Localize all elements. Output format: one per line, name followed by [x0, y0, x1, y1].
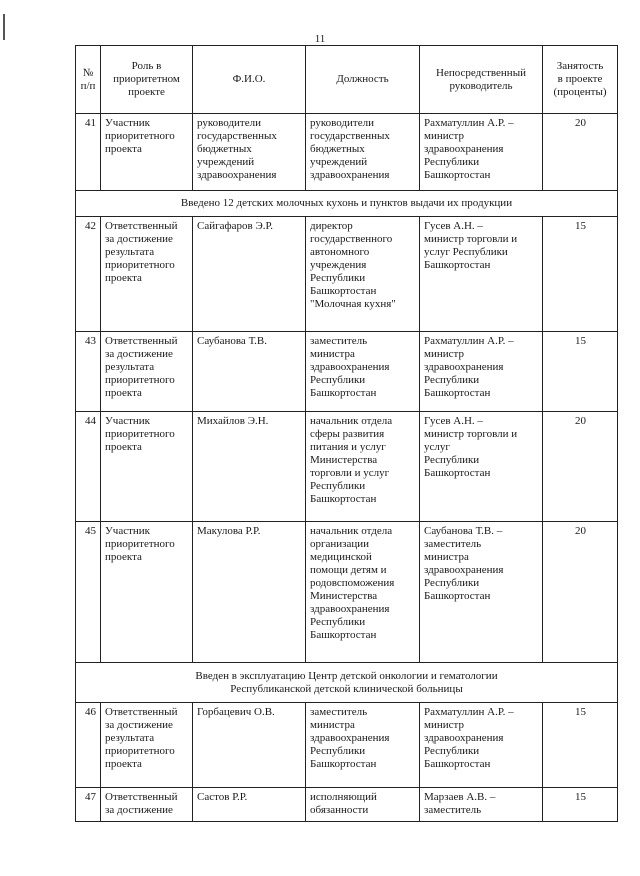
row-role: Ответственный за достижение результата приоритетного проекта — [101, 703, 193, 788]
row-position: руководители государственных бюджетных учреждений здравоохранения — [306, 114, 420, 191]
row-supervisor: Гусев А.Н. – министр торговли и услуг Республики Башкортостан — [420, 412, 543, 522]
table-row — [76, 522, 618, 663]
row-fio: Макулова Р.Р. — [193, 522, 306, 663]
row-fio: руководители государственных бюджетных учреждений здравоохранения — [193, 114, 306, 191]
row-position: директор государственного автономного учреждения Республики Башкортостан "Молочная кухня" — [306, 217, 420, 332]
row-supervisor: Рахматуллин А.Р. – министр здравоохранения Республики Башкортостан — [420, 332, 543, 412]
row-supervisor: Гусев А.Н. – министр торговли и услуг Республики Башкортостан — [420, 217, 543, 332]
table-header-row — [76, 46, 618, 114]
row-num: 43 — [76, 332, 101, 412]
page-number: 11 — [314, 33, 326, 45]
row-num: 45 — [76, 522, 101, 663]
row-supervisor: Рахматуллин А.Р. – министр здравоохранения Республики Башкортостан — [420, 703, 543, 788]
row-fio: Сайгафаров Э.Р. — [193, 217, 306, 332]
row-share: 20 — [543, 412, 618, 522]
row-position: заместитель министра здравоохранения Республики Башкортостан — [306, 332, 420, 412]
row-position: начальник отдела сферы развития питания и услуг Министерства торговли и услуг Республики Башкортостан — [306, 412, 420, 522]
row-share: 15 — [543, 703, 618, 788]
header-supervisor: Непосредственный руководитель — [420, 46, 543, 114]
table-row — [76, 412, 618, 522]
row-position: исполняющий обязанности — [306, 788, 420, 822]
table-row — [76, 114, 618, 191]
row-share: 20 — [543, 522, 618, 663]
header-position: Должность — [306, 46, 420, 114]
row-supervisor: Марзаев А.В. – заместитель — [420, 788, 543, 822]
section-row — [76, 663, 618, 703]
row-role: Участник приоритетного проекта — [101, 114, 193, 191]
row-position: начальник отдела организации медицинской помощи детям и родовспоможения Министерства здравоохранения Республики Башкортостан — [306, 522, 420, 663]
row-share: 15 — [543, 788, 618, 822]
row-role: Участник приоритетного проекта — [101, 522, 193, 663]
row-supervisor: Рахматуллин А.Р. – министр здравоохранения Республики Башкортостан — [420, 114, 543, 191]
row-num: 42 — [76, 217, 101, 332]
row-fio: Горбацевич О.В. — [193, 703, 306, 788]
row-supervisor: Саубанова Т.В. – заместитель министра здравоохранения Республики Башкортостан — [420, 522, 543, 663]
row-fio: Саубанова Т.В. — [193, 332, 306, 412]
row-position: заместитель министра здравоохранения Республики Башкортостан — [306, 703, 420, 788]
section-title: Введено 12 детских молочных кухонь и пунктов выдачи их продукции — [76, 191, 618, 217]
table-row — [76, 703, 618, 788]
header-role: Роль в приоритетном проекте — [101, 46, 193, 114]
row-num: 47 — [76, 788, 101, 822]
row-fio: Састов Р.Р. — [193, 788, 306, 822]
row-role: Ответственный за достижение — [101, 788, 193, 822]
project-roles-table — [75, 45, 618, 822]
header-share: Занятость в проекте (проценты) — [543, 46, 618, 114]
table-row — [76, 332, 618, 412]
row-fio: Михайлов Э.Н. — [193, 412, 306, 522]
section-row — [76, 191, 618, 217]
row-num: 44 — [76, 412, 101, 522]
table-row — [76, 217, 618, 332]
row-share: 20 — [543, 114, 618, 191]
row-share: 15 — [543, 332, 618, 412]
row-role: Ответственный за достижение результата приоритетного проекта — [101, 332, 193, 412]
row-num: 46 — [76, 703, 101, 788]
header-num: № п/п — [76, 46, 101, 114]
row-num: 41 — [76, 114, 101, 191]
row-share: 15 — [543, 217, 618, 332]
row-role: Ответственный за достижение результата приоритетного проекта — [101, 217, 193, 332]
table-row — [76, 788, 618, 822]
section-title: Введен в эксплуатацию Центр детской онкологии и гематологии Республиканской детской клинической больницы — [76, 663, 618, 703]
header-fio: Ф.И.О. — [193, 46, 306, 114]
row-role: Участник приоритетного проекта — [101, 412, 193, 522]
